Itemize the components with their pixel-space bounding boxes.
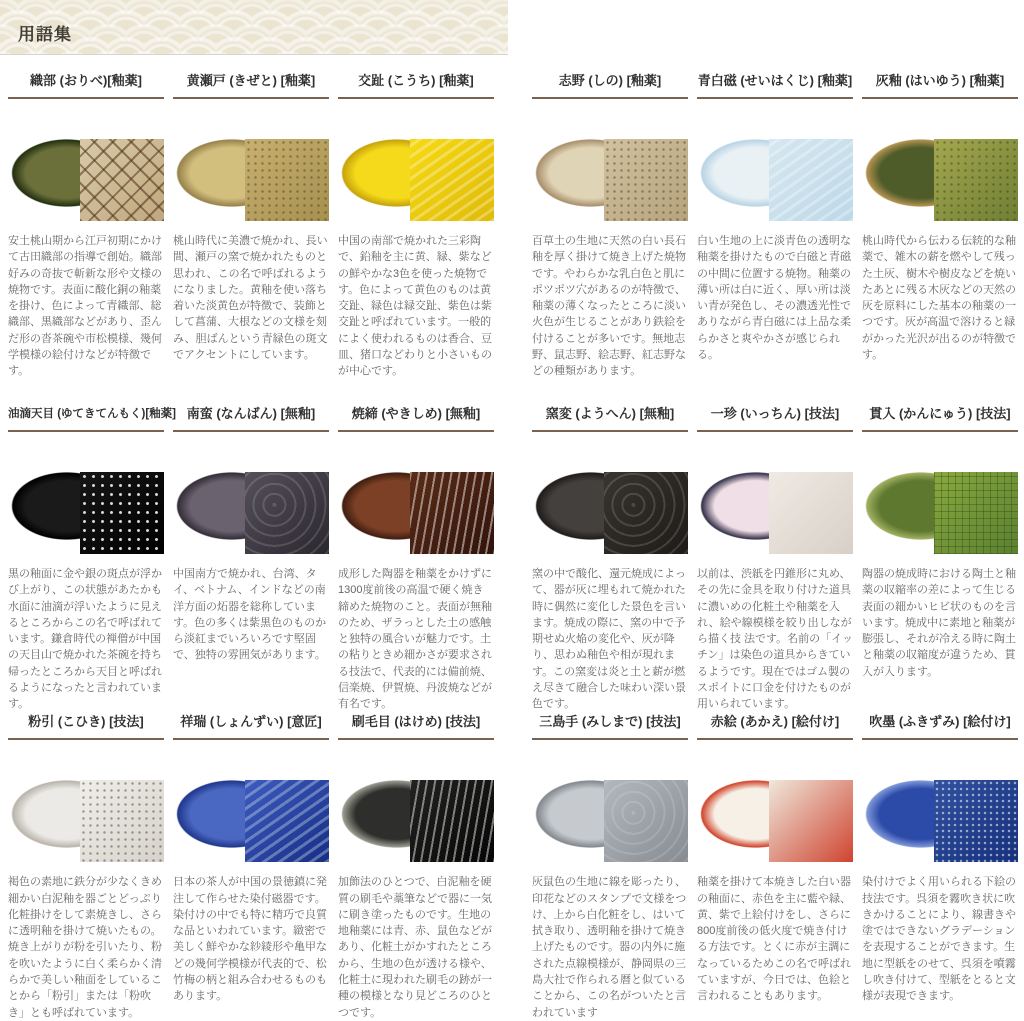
entry-title: 焼締 (やきしめ) [無釉] bbox=[351, 406, 481, 421]
entry-photo bbox=[862, 448, 1018, 554]
pottery-photo-inset bbox=[80, 780, 164, 862]
title-underline bbox=[173, 738, 329, 740]
title-underline bbox=[338, 738, 494, 740]
title-underline bbox=[862, 97, 1018, 99]
entry-title: 油滴天目 (ゆてきてんもく)[釉薬] bbox=[8, 408, 177, 420]
entry-title: 織部 (おりべ)[釉薬] bbox=[30, 73, 142, 88]
title-underline bbox=[8, 97, 164, 99]
title-underline bbox=[532, 430, 688, 432]
entry-title: 吹墨 (ふきずみ) [絵付け] bbox=[869, 714, 1011, 730]
title-underline bbox=[173, 97, 329, 99]
glossary-entry bbox=[8, 712, 164, 1020]
entry-photo bbox=[173, 115, 329, 221]
entry-description: 黒の釉面に金や銀の斑点が浮かび上がり、この状態があたかも水面に油滴が浮いたように見えるところからこの名で呼ばれています。鎌倉時代の禅僧が中国の天目山で焼かれた茶碗を持ち帰ったところから天目と呼ばれるようになったと言われています。 bbox=[8, 568, 162, 711]
entry-photo bbox=[173, 448, 329, 554]
glossary-entry bbox=[8, 71, 164, 404]
entry-description: 以前は、渋紙を円錐形に丸め、その先に金具を取り付けた道具に濃いめの化粧土や釉薬を入れ、絵や線模様を絞り出しながら描く技 法です。名前の「イッチン」は染色の道具からきているようです。現在ではゴム製のスポイトに口金を付けたものが用いられています。 bbox=[697, 568, 853, 711]
pottery-photo-inset bbox=[80, 472, 164, 554]
pottery-photo-inset bbox=[410, 139, 494, 221]
glossary-group-right bbox=[532, 71, 1018, 1021]
entry-photo bbox=[532, 115, 688, 221]
entry-description: 桃山時代から伝わる伝統的な釉薬で、雑木の薪を燃やして残った土灰、樹木や樹皮などを焼いたあとに残る木灰などの天然の灰を原料にした基本の釉薬の一つです。灰が高温で溶けると緑がかった光沢が出るのが特徴です。 bbox=[862, 235, 1016, 361]
glossary-entry bbox=[173, 71, 329, 404]
entry-description: 褐色の素地に鉄分が少なくきめ細かい白泥釉を器ごとどっぷり化粧掛けをして素焼きし、さらに透明釉を掛けて焼いたもの。焼き上がりが粉を引いたり、粉を吹いたように白く柔らかく清らかで美しい釉面をしていることから「粉引」または「粉吹き」とも呼ばれています。 bbox=[8, 876, 162, 1019]
entry-title: 黄瀬戸 (きぜと) [釉薬] bbox=[186, 73, 316, 88]
pottery-photo-inset bbox=[245, 472, 329, 554]
title-underline bbox=[338, 97, 494, 99]
entry-title: 刷毛目 (はけめ) [技法] bbox=[351, 714, 481, 730]
entry-photo bbox=[8, 115, 164, 221]
pottery-photo-inset bbox=[604, 780, 688, 862]
pottery-photo-inset bbox=[80, 139, 164, 221]
title-underline bbox=[862, 430, 1018, 432]
pottery-photo-inset bbox=[604, 472, 688, 554]
pottery-photo-inset bbox=[410, 780, 494, 862]
entry-description: 釉薬を掛けて本焼きした白い器の釉面に、赤色を主に藍や緑、黄、紫で上絵付けをし、さらに800度前後の低火度で焼き付ける方法です。とくに赤が主調になっているためこの名で呼ばれていますが、今日では、色絵と言われることもあります。 bbox=[697, 876, 851, 1003]
title-underline bbox=[532, 738, 688, 740]
glossary-entry bbox=[338, 71, 494, 404]
entry-description: 桃山時代に美濃で焼かれ、長い間、瀬戸の窯で焼かれたものと思われ、この名で呼ばれるようになりました。黄釉を使い落ち着いた淡黄色が特徴で、装飾として菖蒲、大根などの文様を刻み、胆ばんという青緑色の斑文でアクセントにしています。 bbox=[173, 235, 328, 361]
entry-title: 一珍 (いっちん) [技法] bbox=[710, 406, 840, 421]
entry-description: 安土桃山期から江戸初期にかけて古田織部の指導で創始。織部好みの奇抜で斬新な形や文様の焼物です。表面に酸化銅の釉薬を掛け、色によって青織部、総織部、黒織部などがあり、歪んだ形の沓茶碗や市松模様、幾何学模様の絵付けなどが特徴です。 bbox=[8, 235, 162, 378]
title-underline bbox=[532, 97, 688, 99]
glossary-entry bbox=[8, 404, 177, 712]
entry-description: 窯の中で酸化、還元焼成によって、器が灰に埋もれて焼かれた時に偶然に変化した景色を言います。焼成の際に、窯の中で予期せぬ火焔の変化や、灰が降り、思わぬ釉色や相が現れます。この窯変は炎と土と薪が燃え尽きて融合した味わい深い景色です。 bbox=[532, 568, 686, 711]
glossary-entry bbox=[173, 712, 329, 1020]
entry-photo bbox=[697, 448, 853, 554]
glossary-entry bbox=[862, 71, 1018, 404]
entry-description: 百草土の生地に天然の白い長石釉を厚く掛けて焼き上げた焼物です。やわらかな乳白色と肌にポツポツ穴があるのが特徴で、釉薬の薄くなったところに淡い火色が生じることがあり鉄絵を付けることが多いです。無地志野、鼠志野、絵志野、紅志野などの種類があります。 bbox=[532, 235, 686, 378]
title-underline bbox=[697, 430, 853, 432]
pottery-photo-inset bbox=[934, 472, 1018, 554]
entry-photo bbox=[532, 448, 688, 554]
entry-description: 中国の南部で焼かれた三彩陶で、鉛釉を主に黄、緑、紫などの鮮やかな3色を使った焼物です。色によって黄色のものは黄交趾、緑色は緑交趾、紫色は紫交趾と呼ばれています。一般的によく使われるものは香合、豆皿、猪口などわりと小さいものが中心です。 bbox=[338, 235, 492, 378]
pottery-photo-inset bbox=[245, 139, 329, 221]
entry-photo bbox=[697, 756, 853, 862]
entry-description: 白い生地の上に淡青色の透明な釉薬を掛けたもので白磁と青磁の中間に位置する焼物。釉薬の薄い所は白に近く、厚い所は淡い青が発色し、その濃透光性でありながら青白磁には上品な柔らかさと爽やかさが感じられる。 bbox=[697, 235, 851, 361]
entry-photo bbox=[338, 756, 494, 862]
pottery-photo-inset bbox=[245, 780, 329, 862]
title-underline bbox=[8, 430, 164, 432]
entry-description: 中国南方で焼かれ、台湾、タイ、ベトナム、インドなどの南洋方面の炻器を総称しています。色の多くは紫黒色のものから淡紅までいろいろです堅固で、独特の雰囲気があります。 bbox=[173, 568, 327, 662]
entry-description: 加飾法のひとつで、白泥釉を硬質の刷毛や藁筆などで器に一気に刷き塗ったものです。生地の地釉薬には青、赤、鼠色などがあり、化粧土がかすれたところから、生地の色が透ける様や、化粧土に現われた刷毛の跡が一種の模様となり見どころのひとつです。 bbox=[338, 876, 492, 1019]
entry-photo bbox=[862, 115, 1018, 221]
entry-photo bbox=[8, 448, 164, 554]
entry-photo bbox=[338, 115, 494, 221]
entry-description: 成形した陶器を釉薬をかけずに1300度前後の高温で硬く焼き締めた焼物のこと。表面が無釉のため、ザラっとした土の感触と独特の風合いが魅力です。土の粘りときめ細かさが要求される技法で、代表的には備前焼、信楽焼、伊賀焼、丹波焼などが有名です。 bbox=[338, 568, 492, 711]
entry-title: 粉引 (こひき) [技法] bbox=[28, 714, 144, 730]
entry-title: 灰釉 (はいゆう) [釉薬] bbox=[875, 73, 1005, 88]
pottery-photo-inset bbox=[604, 139, 688, 221]
title-underline bbox=[697, 97, 853, 99]
title-underline bbox=[697, 738, 853, 740]
entry-title: 貫入 (かんにゅう) [技法] bbox=[869, 406, 1011, 421]
pottery-photo-inset bbox=[410, 472, 494, 554]
glossary-entry bbox=[338, 712, 494, 1020]
pottery-photo-inset bbox=[934, 139, 1018, 221]
page-title: 用語集 bbox=[18, 25, 72, 44]
glossary-grid bbox=[0, 71, 1024, 1021]
entry-description: 陶器の焼成時における陶土と釉薬の収縮率の差によって生じる表面の細かいヒビ状のものを言います。焼成中に素地と釉薬が膨張し、それが冷える時に陶土と釉薬の収縮度が違うため、貫入が入ります。 bbox=[862, 568, 1016, 678]
glossary-entry bbox=[697, 404, 853, 712]
title-underline bbox=[8, 738, 164, 740]
title-underline bbox=[862, 738, 1018, 740]
glossary-entry bbox=[697, 712, 853, 1020]
entry-title: 三島手 (みしまで) [技法] bbox=[539, 714, 681, 730]
glossary-entry bbox=[532, 71, 688, 404]
glossary-entry bbox=[697, 71, 853, 404]
entry-title: 窯変 (ようへん) [無釉] bbox=[545, 406, 675, 421]
title-underline bbox=[173, 430, 329, 432]
entry-title: 南蛮 (なんばん) [無釉] bbox=[186, 406, 316, 421]
entry-photo bbox=[338, 448, 494, 554]
entry-title: 交趾 (こうち) [釉薬] bbox=[358, 73, 474, 88]
entry-photo bbox=[532, 756, 688, 862]
glossary-entry bbox=[862, 404, 1018, 712]
entry-photo bbox=[173, 756, 329, 862]
entry-title: 赤絵 (あかえ) [絵付け] bbox=[710, 714, 840, 730]
title-underline bbox=[338, 430, 494, 432]
entry-photo bbox=[697, 115, 853, 221]
pottery-photo-inset bbox=[769, 780, 853, 862]
glossary-entry bbox=[338, 404, 494, 712]
pottery-photo-inset bbox=[769, 139, 853, 221]
pottery-photo-inset bbox=[769, 472, 853, 554]
entry-description: 染付けでよく用いられる下絵の技法です。呉須を霧吹き状に吹きかけることにより、線書きや塗ではできないグラデーションを表現することができます。生地に型紙をのせて、呉須を噴霧し吹き付けて、型紙をとると文様が表現できます。 bbox=[862, 876, 1016, 1003]
entry-description: 灰鼠色の生地に線を彫ったり、印花などのスタンプで文様をつけ、上から白化粧をし、はいて拭き取り、透明釉を掛けて焼き上げたものです。器の内外に施された点線模様が、静岡県の三島大社で作られる暦と似ていることから、この名がついたと言われています bbox=[532, 876, 687, 1019]
glossary-entry bbox=[173, 404, 329, 712]
page-header bbox=[0, 0, 508, 55]
pottery-photo-inset bbox=[934, 780, 1018, 862]
glossary-entry bbox=[532, 404, 688, 712]
entry-title: 青白磁 (せいはくじ) [釉薬] bbox=[697, 73, 853, 88]
entry-title: 志野 (しの) [釉薬] bbox=[558, 73, 662, 88]
entry-photo bbox=[8, 756, 164, 862]
entry-title: 祥瑞 (しょんずい) [意匠] bbox=[180, 714, 322, 730]
entry-description: 日本の茶人が中国の景徳鎮に発注して作らせた染付磁器です。染付けの中でも特に精巧で良質な品といわれています。緻密で美しく鮮やかな紗綾形や亀甲などの幾何学模様が代表的で、松竹梅の柄と組み合わせるものもあります。 bbox=[173, 876, 327, 1003]
glossary-group-left bbox=[8, 71, 494, 1021]
glossary-entry bbox=[862, 712, 1018, 1020]
entry-photo bbox=[862, 756, 1018, 862]
glossary-entry bbox=[532, 712, 688, 1020]
